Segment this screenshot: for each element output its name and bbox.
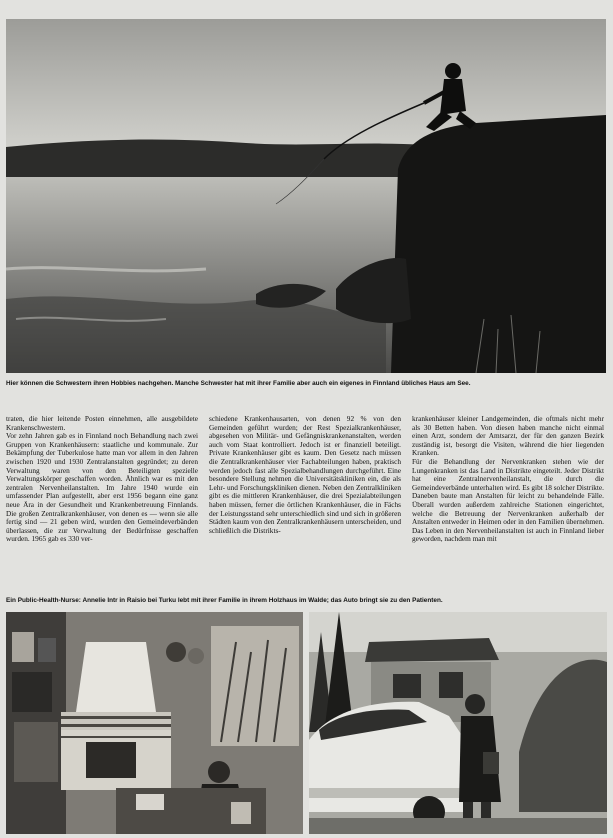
article-column-1 [6,415,198,585]
column-1-paragraph-2: Vor zehn Jahren gab es in Finnland noch Behandlung nach zwei Gruppen von Krankenhäusern: staatliche und kommunale. Zur Bekämpfung der Tuberkulose hatte man vor allem in den Jahren zwischen 1920 und 1930 Zentralanstalten gegründet; zu deren Verwaltung waren von den Beteiligten spezielle Verwaltungskörper geschaffen worden. Ähnlich war es mit den zentralen Nervenheilanstalten. Im Jahre 1940 wurde ein umfassender Plan aufgestellt, aber erst 1956 begann eine ganz neue Ära in der Gesundheit und Krankenbetreuung Finnlands. Die großen Zentralkrankenhäuser, von denen es — wenn sie alle fertig sind — 21 geben wird, wurden den Gemeindeverbänden überlassen, die zur Verwaltung der Bedürfnisse geschaffen wurden. 1965 gab es 330 ver- [6,431,198,544]
article-column-2 [209,415,401,585]
article-column-3 [412,415,604,585]
bottom-photos-caption: Ein Public-Health-Nurse: Annelie Intr in Raisio bei Turku lebt mit ihrer Familie in ihrem Holzhaus im Walde; das Auto bringt sie zu den Patienten. [6,597,443,604]
top-photo-caption: Hier können die Schwestern ihren Hobbies nachgehen. Manche Schwester hat mit ihrer Familie aber auch ein eigenes in Finnland übliches Haus am See. [6,380,471,387]
lake-fishing-photo [6,19,606,373]
column-3-paragraph-2: Für die Behandlung der Nervenkranken stehen wie der Lungenkranken ist das Land in Distrikte eingeteilt. Jeder Distrikt hat eine Zentralnervenheilanstalt, die durch die Gemeindeverbände unterhalten wird. Es gibt 18 solcher Distrikte. Daneben baute man Anstalten für leicht zu behandelnde Fälle. Überall wurden außerdem zahlreiche Stationen eingerichtet, welche die Betreuung der Nervenkranken außerhalb der Anstalten entweder in Heimen oder in den Familien übernehmen. Das Leben in den Nervenheilanstalten ist auch in Finnland lieber geworden, nachdem man mit [412,456,604,544]
column-1-paragraph-1: traten, die hier leitende Posten einnehmen, alle ausgebildete Krankenschwestern. [6,415,198,432]
car-house-photo [309,612,607,834]
interior-fireplace-photo [6,612,303,834]
column-3-paragraph-1: krankenhäuser kleiner Landgemeinden, die oftmals nicht mehr als 30 Betten haben. Von diesen haben manche nicht einmal einen Arzt, sondern der Amtsarzt, der für den ganzen Bezirk zuständig ist, besorgt die Visiten, während die hier liegenden Kranken. [412,415,604,458]
column-2-paragraph-1: schiedene Krankenhausarten, von denen 92 % von den Gemeinden geführt wurden; der Rest Spezialkrankenhäuser, abgesehen von Militär- und Gefängniskrankenanstalten, werden auch vom Staat kontrolliert. Jedoch ist er finanziell beteiligt. Private Krankenhäuser gibt es kaum. Den Gesetz nach müssen die Zentralkrankenhäuser vier Fachabteilungen haben, praktisch werden jedoch fast alle Spezialbehandlungen durchgeführt. Eine besondere Stellung nehmen die Universitätskliniken ein, die als Lehr- und Forschungskliniken dienen. Neben den Zentralkliniken gibt es die mittleren Krankenhäuser, die drei Spezialabteilungen haben müssen, ferner die örtlichen Krankenhäuser, die in Fächs der Leistungsstand sehr unterschiedlich sind und sich in größeren Städten kaum von den Zentralkrankenhäusern unterscheiden, und schließlich die Distrikts- [209,415,401,535]
